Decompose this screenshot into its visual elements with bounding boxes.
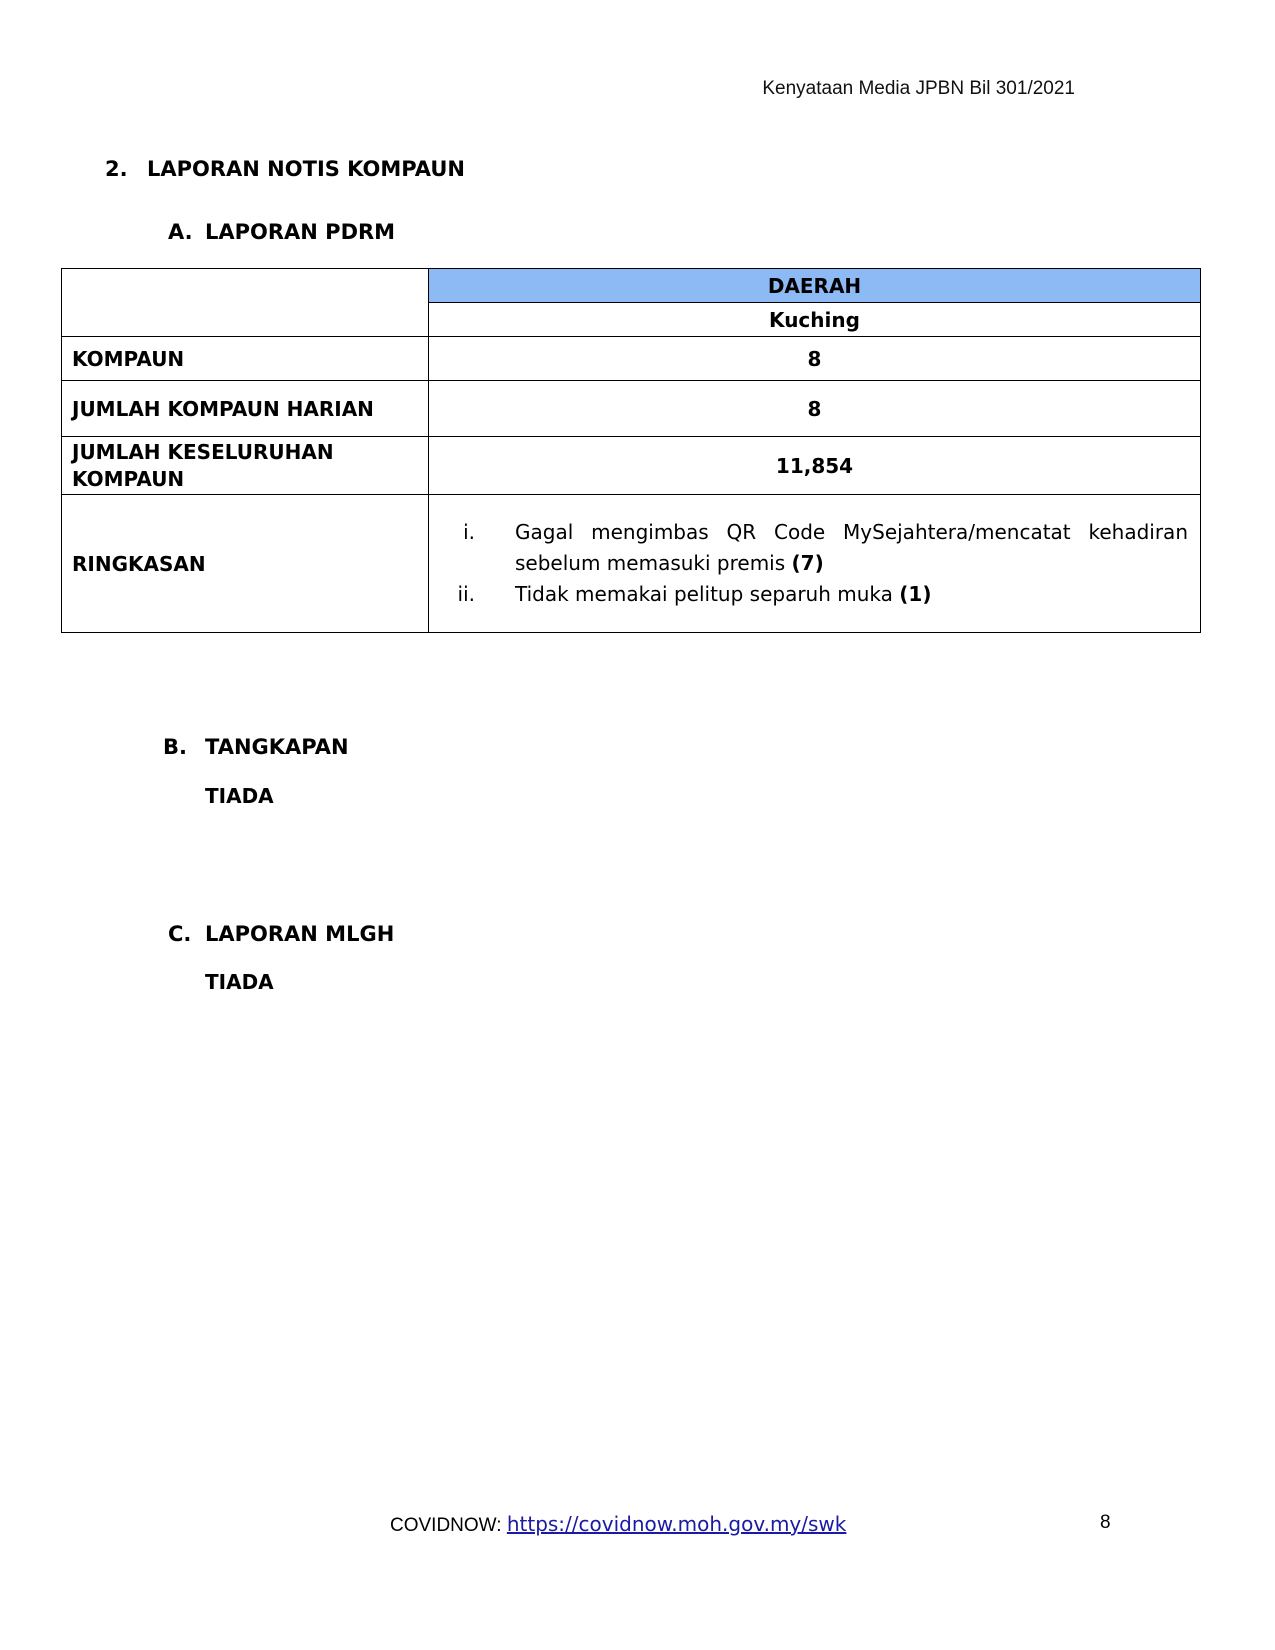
row-value: 11,854 — [429, 437, 1201, 495]
table-row — [62, 381, 1201, 437]
row-label: JUMLAH KOMPAUN HARIAN — [62, 381, 429, 437]
summary-label: RINGKASAN — [62, 495, 429, 633]
row-value: 8 — [429, 337, 1201, 381]
subsection-b-title: TANGKAPAN — [205, 735, 349, 759]
table-row — [62, 437, 1201, 495]
footer — [390, 1512, 846, 1537]
document-reference: Kenyataan Media JPBN Bil 301/2021 — [762, 78, 1075, 99]
table-row — [62, 337, 1201, 381]
subsection-b-letter: B. — [163, 735, 187, 759]
list-item-count: (7) — [791, 551, 824, 575]
daerah-header: DAERAH — [429, 269, 1201, 303]
section-title: LAPORAN NOTIS KOMPAUN — [147, 157, 465, 181]
table-header-row — [62, 269, 1201, 303]
subsection-c-heading — [168, 922, 394, 946]
row-value: 8 — [429, 381, 1201, 437]
subsection-c-content: TIADA — [205, 970, 274, 994]
row-label: JUMLAH KESELURUHAN KOMPAUN — [62, 437, 429, 495]
section-number: 2. — [105, 157, 128, 181]
empty-corner-cell — [62, 269, 429, 337]
list-item-text — [515, 579, 1188, 610]
compound-report-table — [61, 268, 1201, 633]
subsection-c-letter: C. — [168, 922, 192, 946]
page-number: 8 — [1100, 1512, 1111, 1533]
covidnow-link[interactable]: https://covidnow.moh.gov.my/swk — [506, 1512, 847, 1536]
list-item — [429, 579, 1188, 610]
list-item-description: Tidak memakai pelitup separuh muka — [515, 582, 893, 606]
summary-list — [429, 495, 1201, 633]
footer-prefix: COVIDNOW: — [390, 1515, 502, 1536]
list-item-number: ii. — [457, 582, 475, 606]
list-item-description: Gagal mengimbas QR Code MySejahtera/mencatat kehadiran sebelum memasuki premis — [515, 520, 1188, 575]
summary-row — [62, 495, 1201, 633]
section-heading — [105, 157, 465, 181]
subsection-a-title: LAPORAN PDRM — [205, 220, 396, 244]
district-name: Kuching — [429, 303, 1201, 337]
subsection-b-content: TIADA — [205, 784, 274, 808]
subsection-a-letter: A. — [168, 220, 193, 244]
list-item-text — [515, 517, 1188, 579]
row-label: KOMPAUN — [62, 337, 429, 381]
subsection-a-heading — [168, 220, 395, 244]
list-item — [429, 517, 1188, 579]
list-item-number: i. — [463, 520, 475, 544]
subsection-c-title: LAPORAN MLGH — [205, 922, 395, 946]
list-item-count: (1) — [899, 582, 932, 606]
subsection-b-heading — [163, 735, 349, 759]
